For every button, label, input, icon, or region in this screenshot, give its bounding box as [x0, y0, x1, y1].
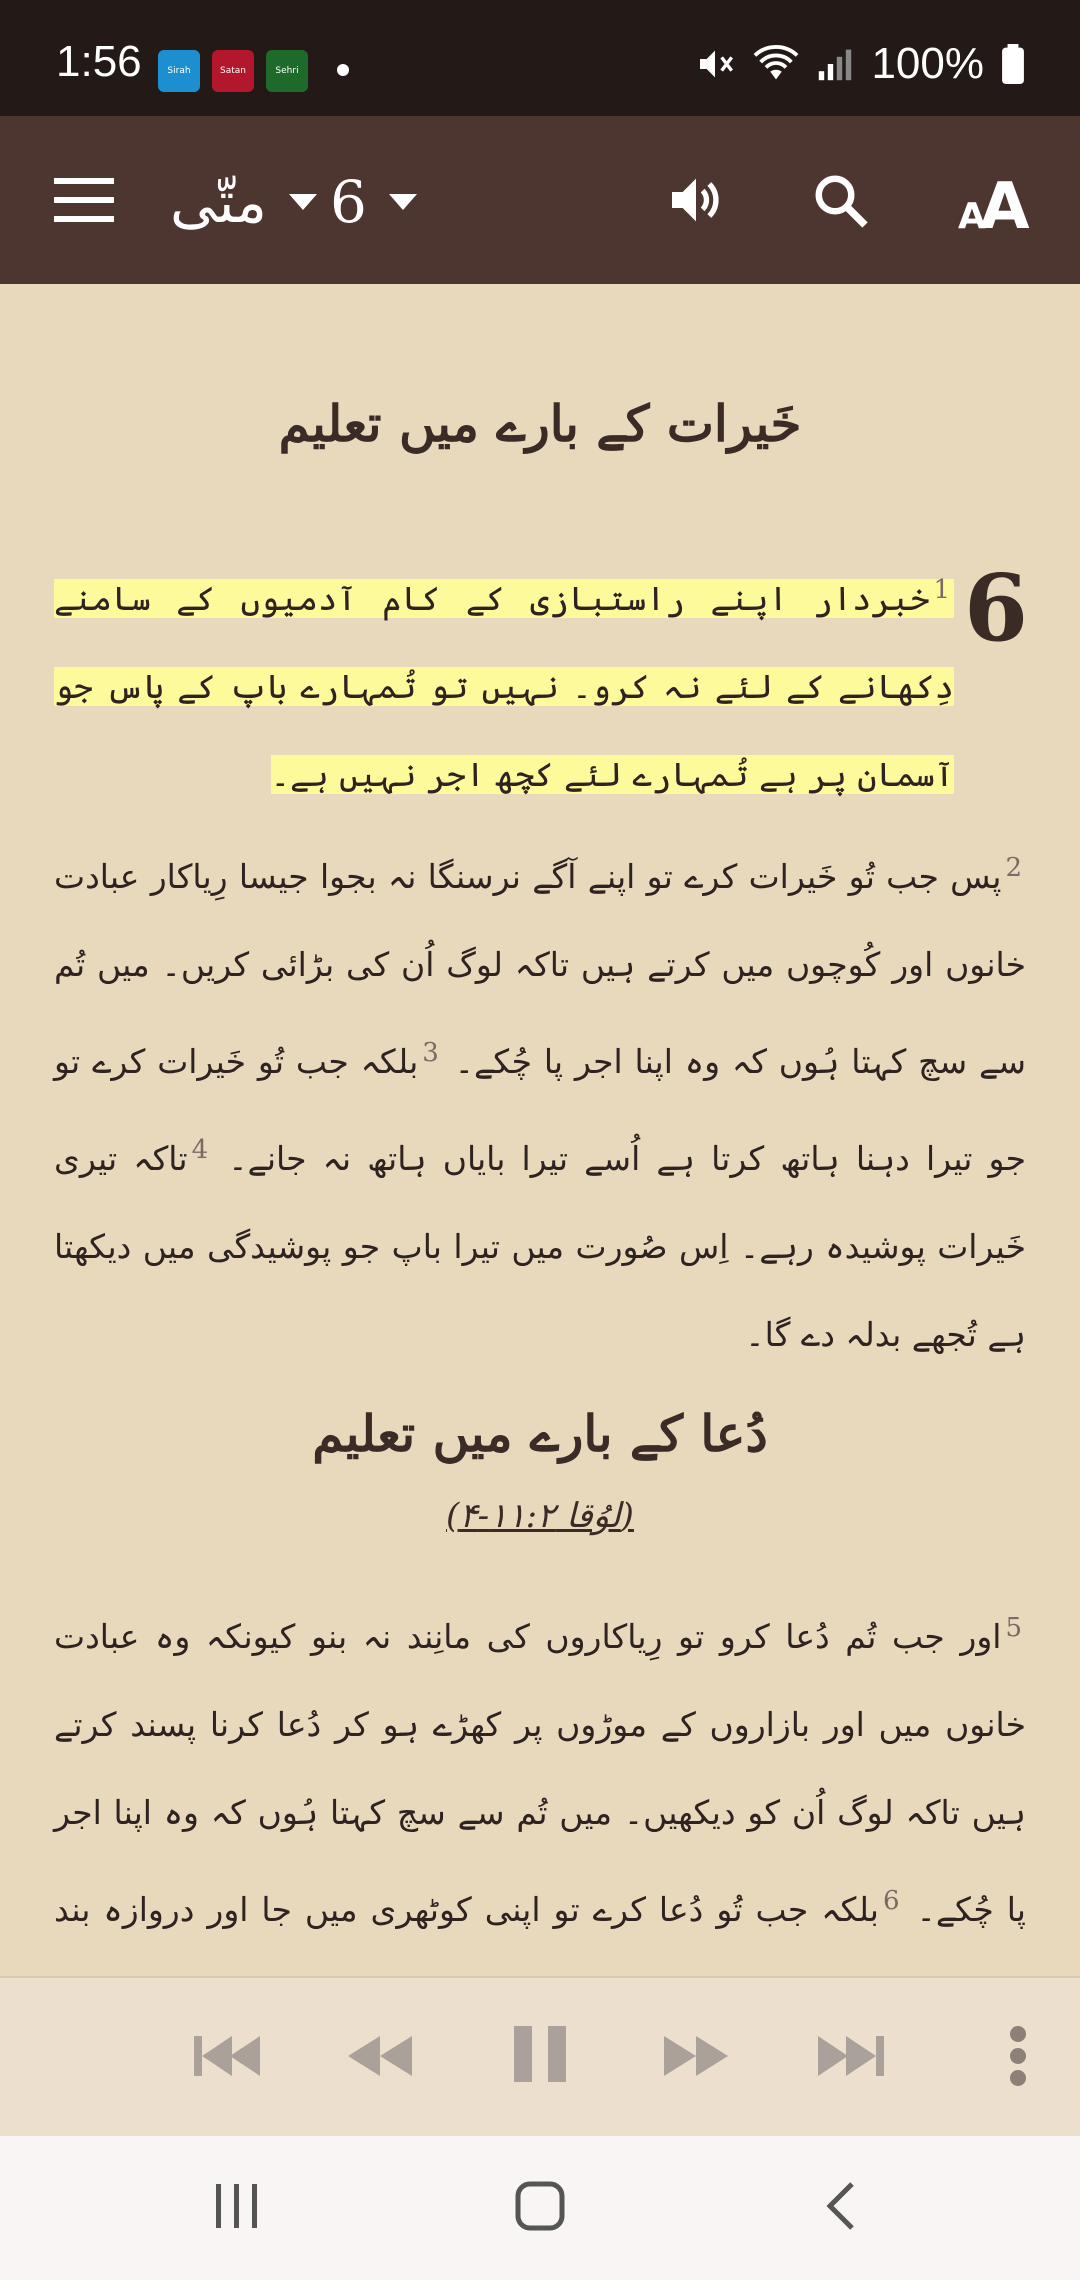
search-icon[interactable] [810, 170, 870, 230]
app-toolbar [0, 116, 1080, 284]
mute-icon [695, 44, 735, 84]
book-selector[interactable] [170, 162, 317, 242]
home-icon[interactable] [514, 2180, 566, 2232]
section-heading: خَیرات کے بارے میں تعلیم [278, 394, 802, 453]
reader-content[interactable] [0, 284, 1080, 1976]
status-right [695, 40, 1024, 88]
book-name: متّی [170, 168, 267, 236]
audio-player [0, 1976, 1080, 2138]
app-icon-red: Satan [212, 50, 254, 92]
verse-text: تاکہ تیری خَیرات پوشیدہ رہے۔ اِس صُورت میں تیرا باپ جو پوشیدگی میں دیکھتا ہے تُجھے بدلہ دے گا۔ [54, 1139, 1027, 1354]
menu-icon[interactable] [54, 178, 114, 222]
cross-reference-link[interactable]: (لوُقا ۱۱:۲-۴) [446, 1496, 634, 1536]
svg-text:A: A [958, 196, 986, 237]
notification-dot-icon [337, 64, 349, 76]
app-icon-green: Sehri [266, 50, 308, 92]
verse-number: 5 [1005, 1613, 1022, 1643]
verse-number: 6 [882, 1886, 900, 1916]
verse-text: بلکہ جب تُو دُعا کرے تو اپنی کوٹھری میں جا اور دروازہ بند [54, 1890, 879, 1929]
paragraph[interactable] [54, 824, 1026, 1379]
status-time: 1:56 [56, 37, 142, 86]
status-bar [0, 0, 1080, 116]
verse-text: اور جب تُم دُعا کرو تو رِیاکاروں کی مانِند نہ بنو کیونکہ وہ عبادت خانوں میں اور بازاروں کے موڑوں پر کھڑے ہو کر دُعا کرنا پسند کرتے ہیں تاکہ لوگ اُن کو دیکھیں۔ میں تُم سے سچ کہتا ہُوں کہ وہ اپنا اجر پا چُکے۔ [54, 1617, 1026, 1929]
wifi-icon [753, 44, 799, 84]
chapter-number: 6 [963, 554, 1028, 662]
speaker-icon[interactable] [664, 168, 728, 232]
chapter-selector[interactable] [330, 162, 417, 242]
verse-text: بلکہ جب تُو خَیرات کرے تو جو تیرا دہنا ہاتھ کرتا ہے اُسے تیرا بایاں ہاتھ نہ جانے۔ [54, 1042, 1027, 1178]
verse-number: 3 [422, 1038, 439, 1068]
verse-number: 1 [933, 575, 950, 605]
skip-previous-icon[interactable] [192, 2028, 268, 2084]
paragraph[interactable] [54, 1584, 1026, 2042]
verse-number: 4 [191, 1135, 209, 1165]
back-icon[interactable] [822, 2180, 858, 2232]
recents-icon[interactable] [212, 2180, 262, 2232]
more-vert-icon[interactable] [1006, 2024, 1030, 2088]
rewind-icon[interactable] [344, 2028, 416, 2084]
verse-text: خبردار اپنے راستبازی کے کام آدمیوں کے سامنے دِکھانے کے لئے نہ کرو۔ نہیں تو تُمہارے باپ کے پاس جو آسمان پر ہے تُمہارے لئے کچھ اجر نہیں ہے۔ [54, 579, 954, 794]
battery-percent: 100% [871, 39, 984, 88]
svg-text:A: A [980, 170, 1030, 244]
system-nav-bar [0, 2136, 1080, 2280]
signal-icon [817, 44, 853, 84]
section-heading: دُعا کے بارے میں تعلیم [312, 1404, 768, 1463]
text-size-icon[interactable] [958, 168, 1034, 244]
chapter-number-label: 6 [330, 168, 367, 236]
verse-text: پس جب تُو خَیرات کرے تو اپنے آگے نرسنگا نہ بجوا جیسا رِیاکار عبادت خانوں اور کُوچوں میں کرتے ہیں تاکہ لوگ اُن کی بڑائی کریں۔ میں تُم سے سچ کہتا ہُوں کہ وہ اپنا اجر پا چُکے۔ [54, 857, 1026, 1081]
fast-forward-icon[interactable] [660, 2028, 732, 2084]
battery-icon [1002, 44, 1024, 84]
verse-number: 2 [1005, 853, 1022, 883]
app-icon-blue: Sirah [158, 50, 200, 92]
chevron-down-icon [389, 194, 417, 210]
skip-next-icon[interactable] [810, 2028, 886, 2084]
pause-icon[interactable] [510, 2022, 570, 2086]
verse-highlighted[interactable] [54, 546, 954, 819]
chevron-down-icon [289, 194, 317, 210]
